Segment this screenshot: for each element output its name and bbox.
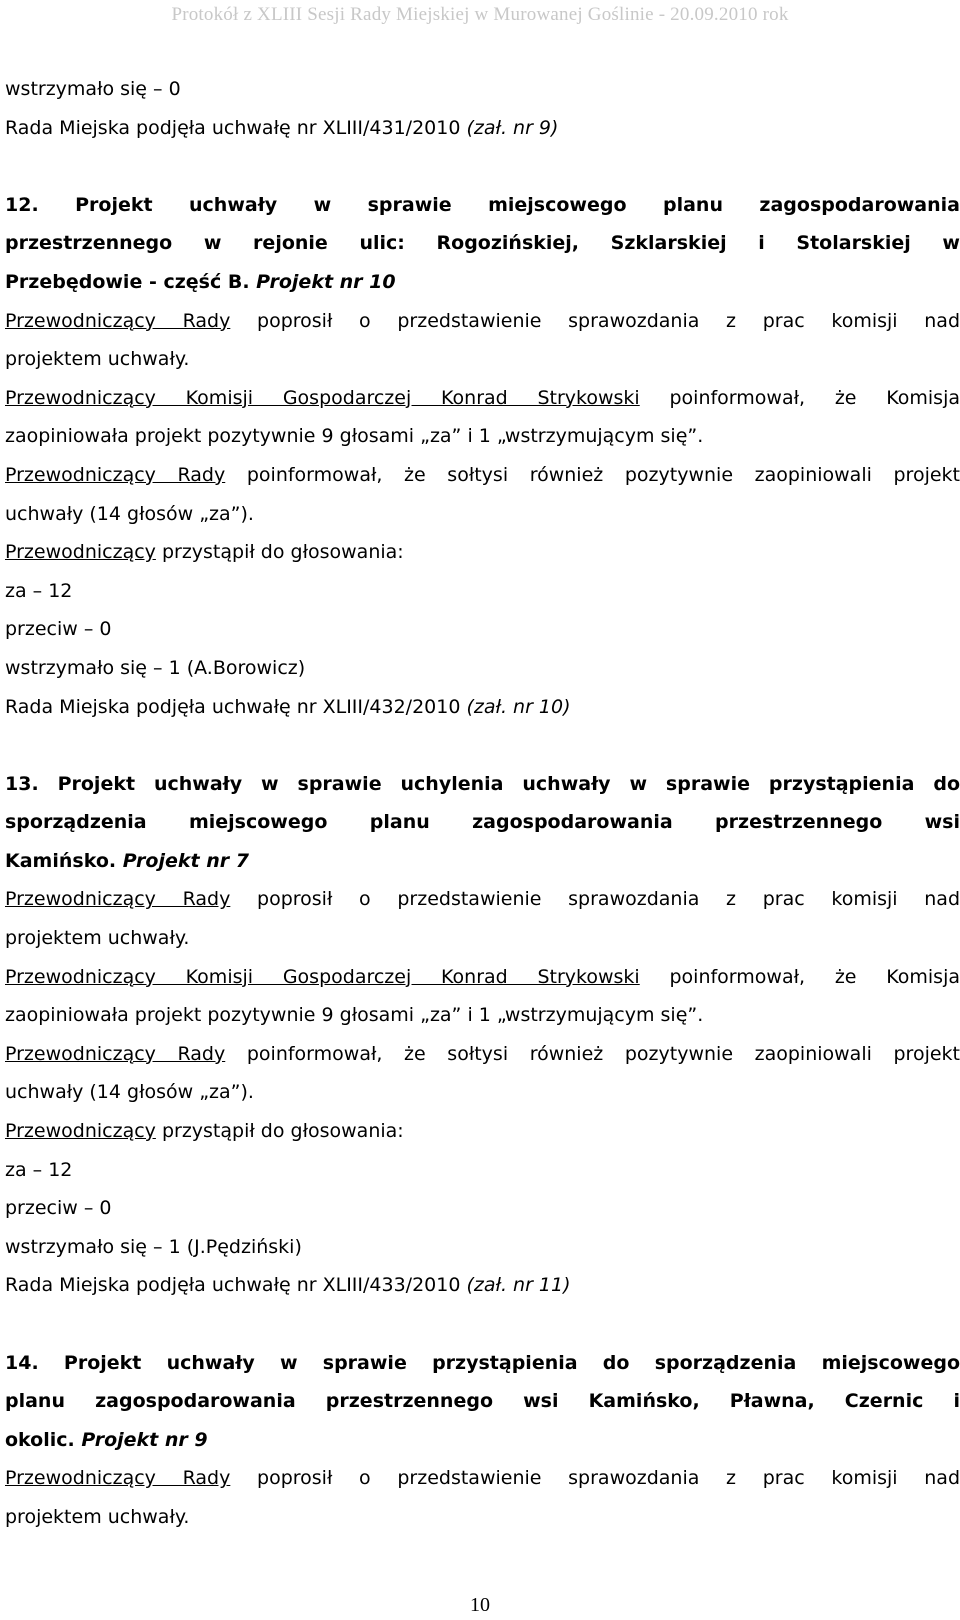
paragraph-line	[5, 456, 960, 495]
attachment-ref: (zał. nr 10)	[466, 695, 571, 718]
speaker-name: Przewodniczący Rady	[5, 1042, 226, 1065]
document-body	[5, 70, 960, 1537]
page-header: Protokół z XLIII Sesji Rady Miejskiej w Murowanej Goślinie - 20.09.2010 rok	[171, 4, 789, 25]
paragraph-line: projektem uchwały.	[5, 1505, 190, 1528]
section-title-text: Kamińsko.	[5, 849, 123, 872]
paragraph-line: projektem uchwały.	[5, 927, 190, 950]
resolution-text: Rada Miejska podjęła uchwałę nr XLIII/431/2010	[5, 116, 467, 139]
paragraph-line	[5, 302, 960, 341]
speaker-name: Przewodniczący Rady	[5, 1467, 231, 1490]
paragraph-line	[5, 958, 960, 997]
speaker-name: Przewodniczący Rady	[5, 888, 231, 911]
speaker-name: Przewodniczący Komisji Gospodarczej Konrad Strykowski	[5, 386, 640, 409]
resolution-line	[5, 688, 960, 727]
paragraph-line	[5, 1459, 960, 1498]
paragraph-text: poprosił o przedstawienie sprawozdania z prac komisji nad	[230, 888, 960, 911]
vote-abstain: wstrzymało się – 1 (A.Borowicz)	[5, 656, 306, 679]
paragraph-line	[5, 880, 960, 919]
paragraph-text: poprosił o przedstawienie sprawozdania z prac komisji nad	[230, 309, 960, 332]
page-number: 10	[470, 1594, 490, 1616]
paragraph-line: uchwały (14 głosów „za”).	[5, 1081, 254, 1104]
resolution-text: Rada Miejska podjęła uchwałę nr XLIII/433/2010	[5, 1274, 467, 1297]
paragraph-line: uchwały (14 głosów „za”).	[5, 502, 254, 525]
section-13-title-line-1: 13. Projekt uchwały w sprawie uchylenia uchwały w sprawie przystąpienia do	[5, 772, 960, 795]
attachment-ref: (zał. nr 11)	[466, 1274, 571, 1297]
project-number: Projekt nr 9	[81, 1428, 208, 1451]
vote-against: przeciw – 0	[5, 618, 112, 641]
project-number: Projekt nr 10	[256, 270, 396, 293]
section-title-text: okolic.	[5, 1428, 82, 1451]
paragraph-line	[5, 533, 960, 572]
vote-for: za – 12	[5, 1158, 73, 1181]
paragraph-text: poinformował, że sołtysi również pozytywnie zaopiniowali projekt	[225, 1042, 960, 1065]
paragraph-line: zaopiniowała projekt pozytywnie 9 głosami „za” i 1 „wstrzymującym się”.	[5, 425, 704, 448]
section-13-title-line-2: sporządzenia miejscowego planu zagospodarowania przestrzennego wsi	[5, 811, 960, 834]
section-12-title-line-3	[5, 263, 960, 302]
resolution-text: Rada Miejska podjęła uchwałę nr XLIII/432/2010	[5, 695, 467, 718]
resolution-line	[5, 1266, 960, 1305]
vote-abstain: wstrzymało się – 1 (J.Pędziński)	[5, 1235, 302, 1258]
section-14-title-line-1: 14. Projekt uchwały w sprawie przystąpienia do sporządzenia miejscowego	[5, 1351, 960, 1374]
section-12-title-line-1: 12. Projekt uchwały w sprawie miejscowego planu zagospodarowania	[5, 193, 960, 216]
paragraph-line: zaopiniowała projekt pozytywnie 9 głosami „za” i 1 „wstrzymującym się”.	[5, 1004, 704, 1027]
resolution-line	[5, 109, 960, 148]
speaker-name: Przewodniczący	[5, 1120, 156, 1143]
section-title-text: Przebędowie - część B.	[5, 270, 257, 293]
speaker-name: Przewodniczący	[5, 541, 156, 564]
speaker-name: Przewodniczący Komisji Gospodarczej Konrad Strykowski	[5, 965, 640, 988]
project-number: Projekt nr 7	[122, 849, 249, 872]
paragraph-text: poinformował, że sołtysi również pozytywnie zaopiniowali projekt	[225, 463, 960, 486]
abstain-line: wstrzymało się – 0	[5, 78, 181, 100]
paragraph-text: poprosił o przedstawienie sprawozdania z prac komisji nad	[230, 1467, 960, 1490]
paragraph-text: poinformował, że Komisja	[639, 965, 960, 988]
speaker-name: Przewodniczący Rady	[5, 309, 231, 332]
speaker-name: Przewodniczący Rady	[5, 463, 226, 486]
vote-for: za – 12	[5, 579, 73, 602]
section-12-title-line-2: przestrzennego w rejonie ulic: Rogozińskiej, Szklarskiej i Stolarskiej w	[5, 232, 960, 255]
attachment-ref: (zał. nr 9)	[466, 116, 559, 139]
paragraph-line	[5, 1112, 960, 1151]
paragraph-text: poinformował, że Komisja	[639, 386, 960, 409]
section-14-title-line-2: planu zagospodarowania przestrzennego wsi Kamińsko, Pławna, Czernic i	[5, 1390, 960, 1413]
section-14-title-line-3	[5, 1421, 960, 1460]
paragraph-line: projektem uchwały.	[5, 348, 190, 371]
paragraph-text: przystąpił do głosowania:	[155, 1120, 404, 1143]
paragraph-line	[5, 1035, 960, 1074]
paragraph-line	[5, 379, 960, 418]
vote-against: przeciw – 0	[5, 1197, 112, 1220]
section-13-title-line-3	[5, 842, 960, 881]
paragraph-text: przystąpił do głosowania:	[155, 541, 404, 564]
